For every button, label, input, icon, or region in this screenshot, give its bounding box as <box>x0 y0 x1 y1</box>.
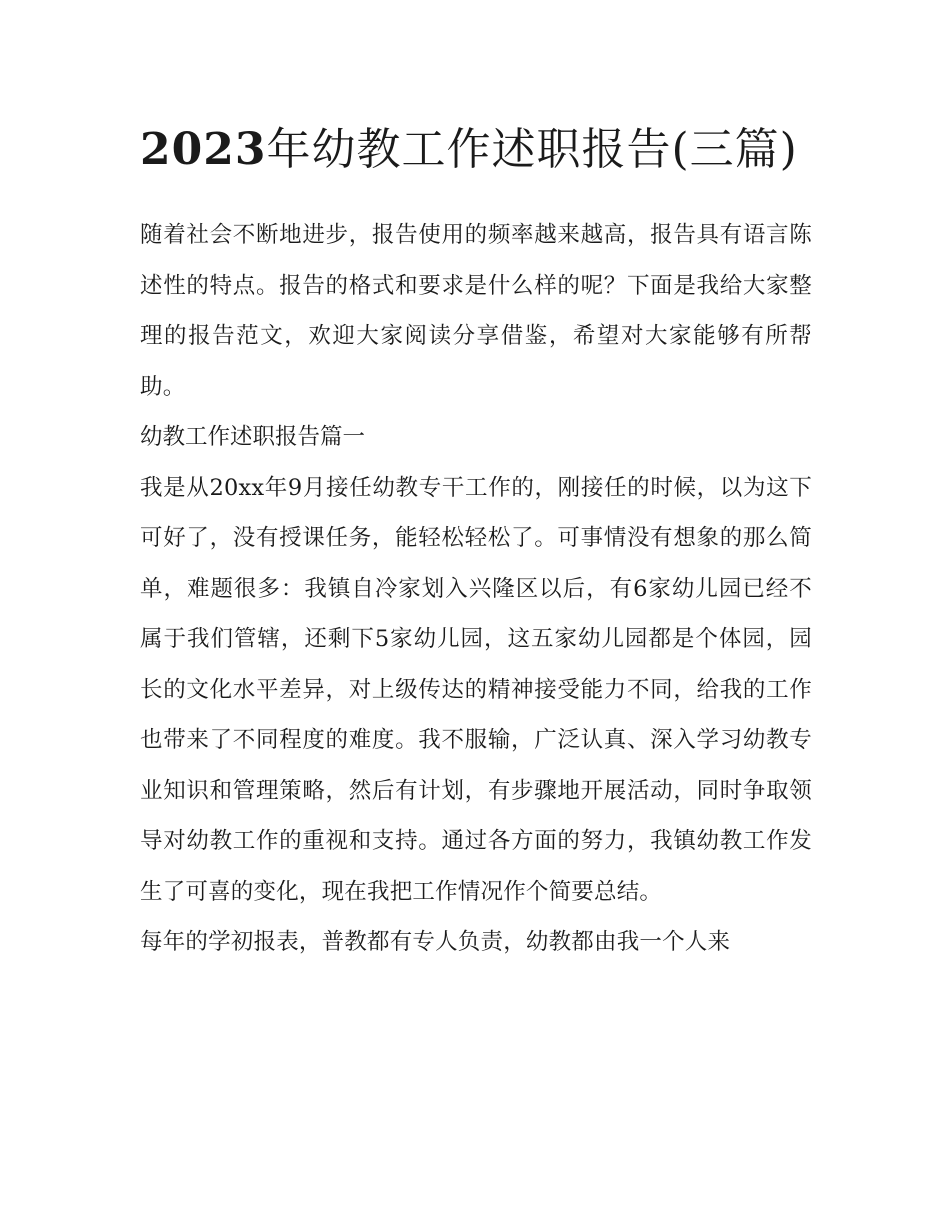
document-page <box>140 112 812 968</box>
body-paragraph-1: 我是从20xx年9月接任幼教专干工作的，刚接任的时候，以为这下可好了，没有授课任务，能轻松轻松了。可事情没有想象的那么简单，难题很多：我镇自冷家划入兴隆区以后，有6家幼儿园已经不属于我们管辖，还剩下5家幼儿园，这五家幼儿园都是个体园，园长的文化水平差异，对上级传达的精神接受能力不同，给我的工作也带来了不同程度的难度。我不服输，广泛认真、深入学习幼教专业知识和管理策略，然后有计划，有步骤地开展活动，同时争取领导对幼教工作的重视和支持。通过各方面的努力，我镇幼教工作发生了可喜的变化，现在我把工作情况作个简要总结。 <box>140 474 812 905</box>
section-heading: 幼教工作述职报告篇一 <box>140 424 366 450</box>
document-title <box>140 112 812 188</box>
intro-paragraph: 随着社会不断地进步，报告使用的频率越来越高，报告具有语言陈述性的特点。报告的格式和要求是什么样的呢？下面是我给大家整理的报告范文，欢迎大家阅读分享借鉴，希望对大家能够有所帮助。 <box>140 222 812 400</box>
title-year: 2023 <box>140 124 267 175</box>
title-text: 年幼教工作述职报告(三篇) <box>266 124 798 175</box>
body-paragraph-2: 每年的学初报表，普教都有专人负责，幼教都由我一个人来 <box>140 929 731 955</box>
